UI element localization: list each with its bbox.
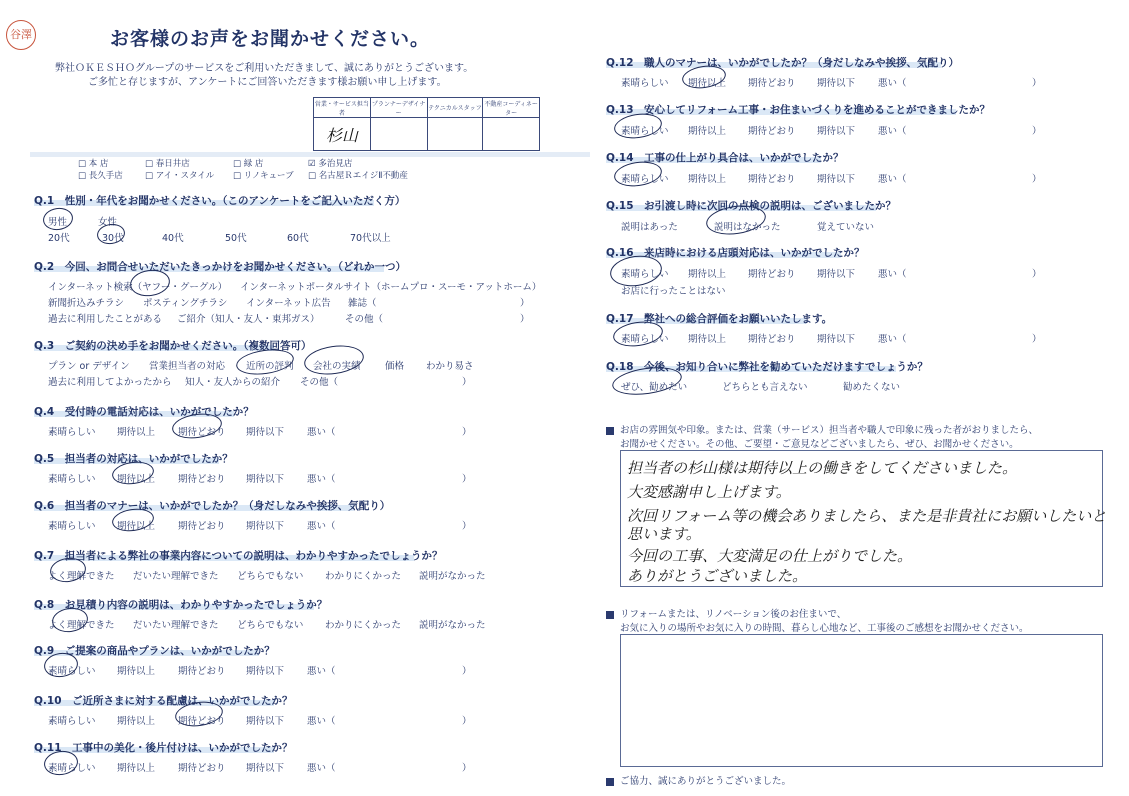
q2-opt-portal: インターネットポータルサイト（ホームプロ・スーモ・アットホーム） — [240, 282, 542, 293]
q12-opt-3: 期待どおり — [748, 78, 796, 89]
store-tajimi: ☑ 多治見店 — [308, 159, 353, 169]
intro-line-1: 弊社ＯＫＥＳＨＯグループのサービスをご利用いただきまして、誠にありがとうございます。 — [55, 63, 474, 74]
q9-opt-4: 期待以下 — [246, 666, 285, 677]
staff-table — [313, 97, 540, 151]
q13-opt-2: 期待以上 — [688, 126, 727, 137]
q5-opt-2: 期待以上 — [117, 474, 156, 485]
q3-opt-reputation: 近所の評判 — [246, 361, 294, 372]
q3-opt-clarity: わかり易さ — [426, 361, 474, 372]
q12-title: Q.12 職人のマナーは、いかがでしたか？（身だしなみや挨拶、気配り） — [606, 57, 960, 69]
q12-paren-close: ） — [1032, 78, 1042, 89]
q4-opt-4: 期待以下 — [246, 427, 285, 438]
q7-title: Q.7 担当者による弊社の事業内容についての説明は、わかりやすかったでしょうか？ — [34, 550, 443, 562]
q2-opt-referral: ご紹介（知人・友人・東邦ガス） — [177, 314, 320, 325]
q16-opt-2: 期待以上 — [688, 269, 727, 280]
q11-opt-4: 期待以下 — [246, 763, 285, 774]
q2-opt-other: その他（ — [345, 314, 384, 325]
comment1-label-2: お聞かせください。その他、ご要望・ご意見などございましたら、ぜひ、お聞かせください。 — [620, 439, 1019, 450]
q7-opt-4: わかりにくかった — [325, 571, 402, 582]
q14-opt-3: 期待どおり — [748, 174, 796, 185]
q11-opt-5: 悪い（ — [307, 763, 336, 774]
q4-opt-3: 期待どおり — [178, 427, 226, 438]
q13-paren-close: ） — [1032, 126, 1042, 137]
q3-opt-sales-staff: 営業担当者の対応 — [149, 361, 226, 372]
q14-opt-4: 期待以下 — [817, 174, 856, 185]
q2-paren-close-2: ） — [520, 314, 530, 325]
q17-opt-4: 期待以下 — [817, 334, 856, 345]
q15-opt-1: 説明はあった — [621, 222, 678, 233]
q18-title: Q.18 今後、お知り合いに弊社を勧めていただけますでしょうか？ — [606, 361, 928, 373]
q5-opt-5: 悪い（ — [307, 474, 336, 485]
q13-opt-3: 期待どおり — [748, 126, 796, 137]
q3-paren-close: ） — [462, 377, 472, 388]
q2-opt-newspaper: 新聞折込みチラシ — [48, 298, 125, 309]
q15-title: Q.15 お引渡し時に次回の点検の説明は、ございましたか？ — [606, 200, 897, 212]
comment2-label-2: お気に入りの場所やお気に入りの時間、暮らし心地など、工事後のご感想をお聞かせください。 — [620, 623, 1029, 634]
store-nagoya-realestate: □ 名古屋ＲエイジⅡ不動産 — [308, 171, 408, 181]
q6-opt-3: 期待どおり — [178, 521, 226, 532]
footer-thanks: ご協力、誠にありがとうございました。 — [606, 773, 791, 787]
q14-title: Q.14 工事の仕上がり具合は、いかがでしたか？ — [606, 152, 844, 164]
q9-paren-close: ） — [462, 666, 472, 677]
store-midori: □ 緑 店 — [233, 159, 264, 169]
q1-opt-60s: 60代 — [287, 233, 309, 244]
q5-title: Q.5 担当者の対応は、いかがでしたか？ — [34, 453, 233, 465]
q1-title: Q.1 性別・年代をお聞かせください。（このアンケートをご記入いただく方） — [34, 195, 406, 207]
q6-opt-2: 期待以上 — [117, 521, 156, 532]
q8-opt-1: よく理解できた — [48, 620, 115, 631]
intro-line-2: ご多忙と存じますが、アンケートにご回答いただきます様お願い申し上げます。 — [88, 77, 447, 88]
comment2-box[interactable] — [620, 634, 1103, 767]
q9-opt-2: 期待以上 — [117, 666, 156, 677]
q11-paren-close: ） — [462, 763, 472, 774]
q5-opt-3: 期待どおり — [178, 474, 226, 485]
staff-value-realestate — [483, 118, 540, 151]
store-renocube: □ リノキューブ — [233, 171, 294, 181]
q4-paren-close: ） — [462, 427, 472, 438]
comment2-label-1: リフォームまたは、リノベーション後のお住まいで、 — [606, 606, 846, 620]
q11-opt-1: 素晴らしい — [48, 763, 96, 774]
staff-value-technical — [427, 118, 483, 151]
q18-opt-2: どちらとも言えない — [722, 382, 808, 393]
q6-opt-4: 期待以下 — [246, 521, 285, 532]
q3-title: Q.3 ご契約の決め手をお聞かせください。（複数回答可） — [34, 340, 312, 352]
q6-opt-5: 悪い（ — [307, 521, 336, 532]
q10-opt-5: 悪い（ — [307, 716, 336, 727]
q4-title: Q.4 受付時の電話対応は、いかがでしたか？ — [34, 406, 254, 418]
handwritten-line: 担当者の杉山様は期待以上の働きをしてくださいました。 — [627, 459, 1018, 477]
q17-opt-2: 期待以上 — [688, 334, 727, 345]
q9-opt-5: 悪い（ — [307, 666, 336, 677]
q10-paren-close: ） — [462, 716, 472, 727]
bullet-square-icon — [606, 778, 614, 786]
q6-paren-close: ） — [462, 521, 472, 532]
q1-opt-female: 女性 — [98, 217, 118, 228]
q16-paren-close: ） — [1032, 269, 1042, 280]
q17-opt-5: 悪い（ — [878, 334, 907, 345]
comment1-label-1: お店の雰囲気や印象。または、営業（サービス）担当者や職人で印象に残った者がおりましたら、 — [606, 422, 1038, 436]
handwritten-line: 今回の工事、大変満足の仕上がりでした。 — [627, 547, 913, 565]
q14-opt-5: 悪い（ — [878, 174, 907, 185]
q10-opt-1: 素晴らしい — [48, 716, 96, 727]
q3-opt-price: 価格 — [385, 361, 405, 372]
q13-opt-4: 期待以下 — [817, 126, 856, 137]
staff-value-planner — [370, 118, 427, 151]
q3-opt-track-record: 会社の実績 — [313, 361, 361, 372]
store-kasugai: □ 春日井店 — [145, 159, 190, 169]
bullet-square-icon — [606, 611, 614, 619]
q2-opt-past: 過去に利用したことがある — [48, 314, 163, 325]
q1-opt-70s: 70代以上 — [350, 233, 391, 244]
q13-opt-1: 素晴らしい — [621, 126, 669, 137]
q1-opt-20s: 20代 — [48, 233, 70, 244]
q3-opt-friend-referral: 知人・友人からの紹介 — [185, 377, 281, 388]
comment1-box[interactable] — [620, 450, 1107, 587]
q7-opt-5: 説明がなかった — [419, 571, 486, 582]
q18-opt-1: ぜひ、勧めたい — [621, 382, 688, 393]
q8-opt-2: だいたい理解できた — [133, 620, 219, 631]
q10-opt-2: 期待以上 — [117, 716, 156, 727]
q10-opt-3: 期待どおり — [178, 716, 226, 727]
q3-opt-other: その他（ — [300, 377, 339, 388]
q1-opt-40s: 40代 — [162, 233, 184, 244]
store-nagakute: □ 長久手店 — [78, 171, 123, 181]
answer-circle — [302, 342, 365, 378]
staff-header-planner: プランナーデザイナー — [370, 98, 427, 118]
q14-paren-close: ） — [1032, 174, 1042, 185]
store-honten: □ 本 店 — [78, 159, 109, 169]
q2-opt-posting: ポスティングチラシ — [143, 298, 228, 309]
handwritten-line: ありがとうございました。 — [627, 567, 808, 585]
q8-opt-4: わかりにくかった — [325, 620, 402, 631]
q14-opt-1: 素晴らしい — [621, 174, 669, 185]
q8-opt-5: 説明がなかった — [419, 620, 486, 631]
q16-opt-never: お店に行ったことはない — [621, 286, 726, 297]
q9-opt-3: 期待どおり — [178, 666, 226, 677]
q2-title: Q.2 今回、お問合せいただいたきっかけをお聞かせください。（どれか一つ） — [34, 261, 406, 273]
q4-opt-1: 素晴らしい — [48, 427, 96, 438]
q6-title: Q.6 担当者のマナーは、いかがでしたか？（身だしなみや挨拶、気配り） — [34, 500, 391, 512]
q11-opt-2: 期待以上 — [117, 763, 156, 774]
q2-paren-close: ） — [520, 298, 530, 309]
q7-opt-3: どちらでもない — [237, 571, 304, 582]
staff-header-technical: テクニカルスタッフ — [427, 98, 483, 118]
q18-opt-3: 勧めたくない — [843, 382, 901, 393]
store-istyle: □ アイ・スタイル — [145, 171, 215, 181]
q16-opt-1: 素晴らしい — [621, 269, 669, 280]
q2-opt-magazine: 雑誌（ — [348, 298, 377, 309]
q6-opt-1: 素晴らしい — [48, 521, 96, 532]
q10-opt-4: 期待以下 — [246, 716, 285, 727]
q17-title: Q.17 弊社への総合評価をお願いいたします。 — [606, 313, 833, 325]
q15-opt-3: 覚えていない — [817, 222, 875, 233]
q12-opt-4: 期待以下 — [817, 78, 856, 89]
q3-opt-past-good: 過去に利用してよかったから — [48, 377, 172, 388]
q1-opt-30s: 30代 — [102, 233, 124, 244]
q16-opt-3: 期待どおり — [748, 269, 796, 280]
q12-opt-5: 悪い（ — [878, 78, 907, 89]
answer-circle — [42, 206, 75, 232]
q4-opt-5: 悪い（ — [307, 427, 336, 438]
q9-opt-1: 素晴らしい — [48, 666, 96, 677]
q9-title: Q.9 ご提案の商品やプランは、いかがでしたか？ — [34, 645, 275, 657]
q12-opt-1: 素晴らしい — [621, 78, 669, 89]
q5-opt-4: 期待以下 — [246, 474, 285, 485]
q8-title: Q.8 お見積り内容の説明は、わかりやすかったでしょうか？ — [34, 599, 328, 611]
q12-opt-2: 期待以上 — [688, 78, 727, 89]
q10-title: Q.10 ご近所さまに対する配慮は、いかがでしたか？ — [34, 695, 293, 707]
staff-value-sales: 杉山 — [314, 118, 371, 151]
q13-title: Q.13 安心してリフォーム工事・お住まいづくりを進めることができましたか？ — [606, 104, 991, 116]
q5-opt-1: 素晴らしい — [48, 474, 96, 485]
q17-opt-1: 素晴らしい — [621, 334, 669, 345]
q11-title: Q.11 工事中の美化・後片付けは、いかがでしたか？ — [34, 742, 293, 754]
bullet-square-icon — [606, 427, 614, 435]
q2-opt-web-ad: インターネット広告 — [246, 298, 331, 309]
q3-opt-plan: プラン or デザイン — [48, 361, 130, 372]
q17-opt-3: 期待どおり — [748, 334, 796, 345]
q16-opt-4: 期待以下 — [817, 269, 856, 280]
q16-opt-5: 悪い（ — [878, 269, 907, 280]
q2-opt-search: インターネット検索（ヤフー・グーグル） — [48, 282, 228, 293]
handwritten-line: 思います。 — [627, 525, 701, 543]
q4-opt-2: 期待以上 — [117, 427, 156, 438]
q5-paren-close: ） — [462, 474, 472, 485]
q7-opt-2: だいたい理解できた — [133, 571, 219, 582]
q17-paren-close: ） — [1032, 334, 1042, 345]
q8-opt-3: どちらでもない — [237, 620, 304, 631]
staff-header-realestate: 不動産コーディネーター — [483, 98, 540, 118]
staff-header-sales: 営業・サービス担当者 — [314, 98, 371, 118]
q13-opt-5: 悪い（ — [878, 126, 907, 137]
handwritten-line: 次回リフォーム等の機会ありましたら、また是非貴社にお願いしたいと — [627, 507, 1107, 525]
handwritten-line: 大変感謝申し上げます。 — [627, 483, 791, 501]
q16-title: Q.16 来店時における店頭対応は、いかがでしたか？ — [606, 247, 865, 259]
q15-opt-2: 説明はなかった — [714, 222, 781, 233]
q14-opt-2: 期待以上 — [688, 174, 727, 185]
q11-opt-3: 期待どおり — [178, 763, 226, 774]
q1-opt-male: 男性 — [48, 217, 68, 228]
page-title: お客様のお声をお聞かせください。 — [110, 28, 431, 50]
q1-opt-50s: 50代 — [225, 233, 247, 244]
seal-stamp: 谷澤 — [6, 20, 36, 50]
q7-opt-1: よく理解できた — [48, 571, 115, 582]
